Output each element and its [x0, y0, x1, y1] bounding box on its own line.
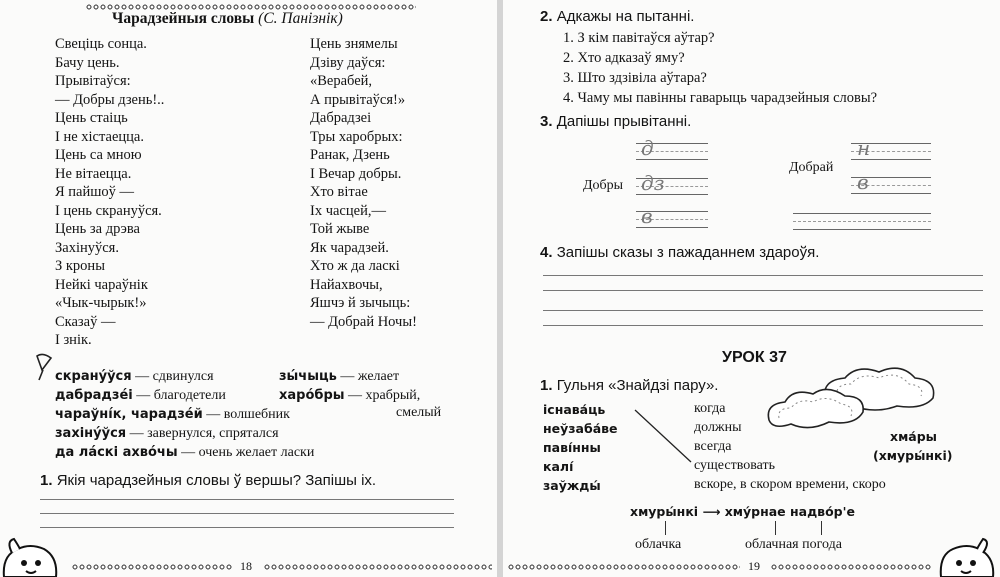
- writing-line: [40, 499, 454, 500]
- poem-line: Яшчэ й зычыць:: [310, 295, 411, 311]
- task-text: Дапішы прывітанні.: [556, 113, 692, 130]
- task-text: Адкажы на пытанні.: [556, 8, 695, 25]
- pair-word-belarusian: неўзаба́ве: [543, 421, 618, 436]
- task-text: Гульня «Знайдзі пару».: [556, 377, 719, 394]
- poem-column-1: [55, 35, 164, 350]
- writing-line: [543, 310, 983, 311]
- page-number: 19: [748, 559, 760, 573]
- task-number: 1.: [540, 377, 553, 394]
- poem-line: Бачу цень.: [55, 54, 120, 71]
- question-item: 1. З кім павітаўся аўтар?: [563, 30, 715, 46]
- poem-line: Хто ж да ласкі: [310, 258, 400, 274]
- poem-line: — Добрай Ночы!: [310, 313, 417, 330]
- script-letter-hint: дз: [641, 171, 665, 195]
- question-item: 3. Што здзівіла аўтара?: [563, 70, 707, 86]
- lesson-title: УРОК 37: [722, 349, 787, 366]
- pair-word-belarusian: паві́нны: [543, 440, 601, 455]
- script-letter-hint: д: [641, 136, 654, 160]
- footer-ornament: [264, 564, 492, 570]
- pair-word-russian: когда: [694, 401, 726, 416]
- glossary-entry-continuation: смелый: [396, 405, 442, 420]
- connector-line: [775, 521, 776, 535]
- writing-line: [793, 229, 931, 230]
- poem-line: Сказаў —: [55, 313, 116, 330]
- arrow-right-icon: ⟶: [702, 504, 721, 519]
- footer-ornament: [72, 564, 232, 570]
- derivation-word: хмуры́нкі: [630, 504, 699, 519]
- writing-line: [40, 527, 454, 528]
- poem-line: Тры харобрых:: [310, 128, 403, 145]
- poem-line: Той жыве: [310, 221, 370, 237]
- right-page: [503, 0, 1000, 577]
- task-2: [540, 8, 694, 25]
- poem-title: [112, 10, 343, 28]
- footer-ornament: [771, 564, 931, 570]
- task-number: 3.: [540, 113, 553, 130]
- pair-word-belarusian: існава́ць: [543, 402, 606, 417]
- poem-line: Як чарадзей.: [310, 239, 389, 256]
- poem-line: Цень знямелы: [310, 36, 398, 52]
- cloud-word-diminutive: (хмуры́нкі): [873, 448, 953, 463]
- script-letter-hint: н: [857, 136, 871, 160]
- script-letter-hint: в: [641, 204, 653, 228]
- task-3: [540, 113, 691, 130]
- poem-line: Свеціць сонца.: [55, 36, 147, 52]
- poem-line: І цень скрануўся.: [55, 202, 162, 219]
- derivation-translation: облачная погода: [745, 537, 842, 552]
- writing-line: [543, 290, 983, 291]
- task-number: 4.: [540, 244, 553, 261]
- task-number: 2.: [540, 8, 553, 25]
- poem-line: Хто вітае: [310, 184, 368, 200]
- mascot-icon: [937, 537, 997, 577]
- pair-word-belarusian: заўжды́: [543, 478, 601, 493]
- cloud-word: хма́ры: [890, 429, 937, 444]
- pair-word-belarusian: калі́: [543, 459, 574, 474]
- greeting-label-dobry: Добры: [583, 178, 624, 193]
- task-text: Запішы сказы з пажаданнем здароўя.: [556, 244, 820, 261]
- poem-line: З кроны: [55, 258, 105, 274]
- poem-line: Цень са мною: [55, 147, 142, 163]
- poem-line: Дабрадзеі: [310, 110, 372, 126]
- poem-line: Прывітаўся:: [55, 73, 131, 89]
- poem-line: Я пайшоў —: [55, 184, 135, 200]
- connector-line: [821, 521, 822, 535]
- pair-word-russian: существовать: [694, 458, 775, 473]
- question-item: 2. Хто адказаў яму?: [563, 50, 685, 66]
- poem-line: Найахвочы,: [310, 276, 383, 293]
- glossary-entry: да ла́скі ахво́чы — очень желает ласки: [55, 445, 315, 460]
- poem-line: Ранак, Дзень: [310, 147, 390, 163]
- poem-line: Не вітаецца.: [55, 165, 132, 182]
- glossary-entry: скрану́ўся — сдвинулся: [55, 369, 214, 384]
- poem-line: «Верабей,: [310, 73, 373, 89]
- belarusian-word-list: [543, 400, 618, 495]
- writing-line: [543, 275, 983, 276]
- task-1: [40, 472, 376, 489]
- game-task: [540, 377, 718, 394]
- poem-line: Цень за дрэва: [55, 221, 140, 237]
- match-line: [631, 404, 701, 464]
- poem-title-text: Чарадзейныя словы: [112, 10, 255, 27]
- task-4: [540, 244, 819, 261]
- left-page: [0, 0, 497, 577]
- glossary-entry: чараўні́к, чарадзе́й — волшебник: [55, 407, 290, 422]
- poem-line: Захінуўся.: [55, 239, 119, 256]
- writing-line: [793, 213, 931, 214]
- writing-line: [40, 513, 454, 514]
- pair-word-russian: должны: [694, 420, 742, 435]
- question-item: 4. Чаму мы павінны гаварыць чарадзейныя словы?: [563, 90, 878, 106]
- glossary-entry: дабрадзе́і — благодетели: [55, 388, 226, 403]
- russian-word-list: [694, 399, 886, 494]
- task-number: 1.: [40, 472, 53, 489]
- poem-line: Дзіву даўся:: [310, 54, 386, 71]
- poem-line: Нейкі чараўнік: [55, 276, 148, 293]
- writing-line: [793, 221, 931, 222]
- writing-line: [543, 325, 983, 326]
- mascot-icon: [0, 537, 60, 577]
- pair-word-russian: всегда: [694, 439, 732, 454]
- task-text: Якія чарадзейныя словы ў вершы? Запішы іх.: [56, 472, 377, 489]
- derivation-word: хму́рнае надво́р'е: [724, 504, 855, 519]
- pen-icon: [33, 352, 55, 382]
- derivation-translation: облачка: [635, 537, 682, 552]
- glossary-entry: зы́чыць — желает: [279, 369, 400, 384]
- poem-line: І не хістаецца.: [55, 128, 144, 145]
- glossary-entry: захіну́ўся — завернулся, спрятался: [55, 426, 279, 441]
- poem-column-2: [310, 35, 417, 331]
- poem-line: І знік.: [55, 332, 92, 348]
- connector-line: [665, 521, 666, 535]
- derivation-row: [630, 502, 855, 521]
- script-letter-hint: в: [857, 170, 869, 194]
- page-number: 18: [240, 559, 252, 573]
- questions-list: [563, 28, 877, 108]
- glossary-entry: харо́бры — храбрый,: [279, 388, 421, 403]
- pair-word-russian: вскоре, в скором времени, скоро: [694, 477, 886, 492]
- footer-ornament: [508, 564, 740, 570]
- poem-line: Цень стаіць: [55, 110, 128, 126]
- poem-author: (С. Панізнік): [258, 10, 343, 27]
- poem-line: Іх часцей,—: [310, 202, 386, 219]
- poem-line: — Добры дзень!..: [55, 91, 165, 108]
- poem-line: «Чык-чырык!»: [55, 295, 147, 311]
- poem-line: І Вечар добры.: [310, 165, 402, 182]
- poem-line: А прывітаўся!»: [310, 91, 406, 108]
- greeting-label-dobraj: Добрай: [789, 160, 834, 175]
